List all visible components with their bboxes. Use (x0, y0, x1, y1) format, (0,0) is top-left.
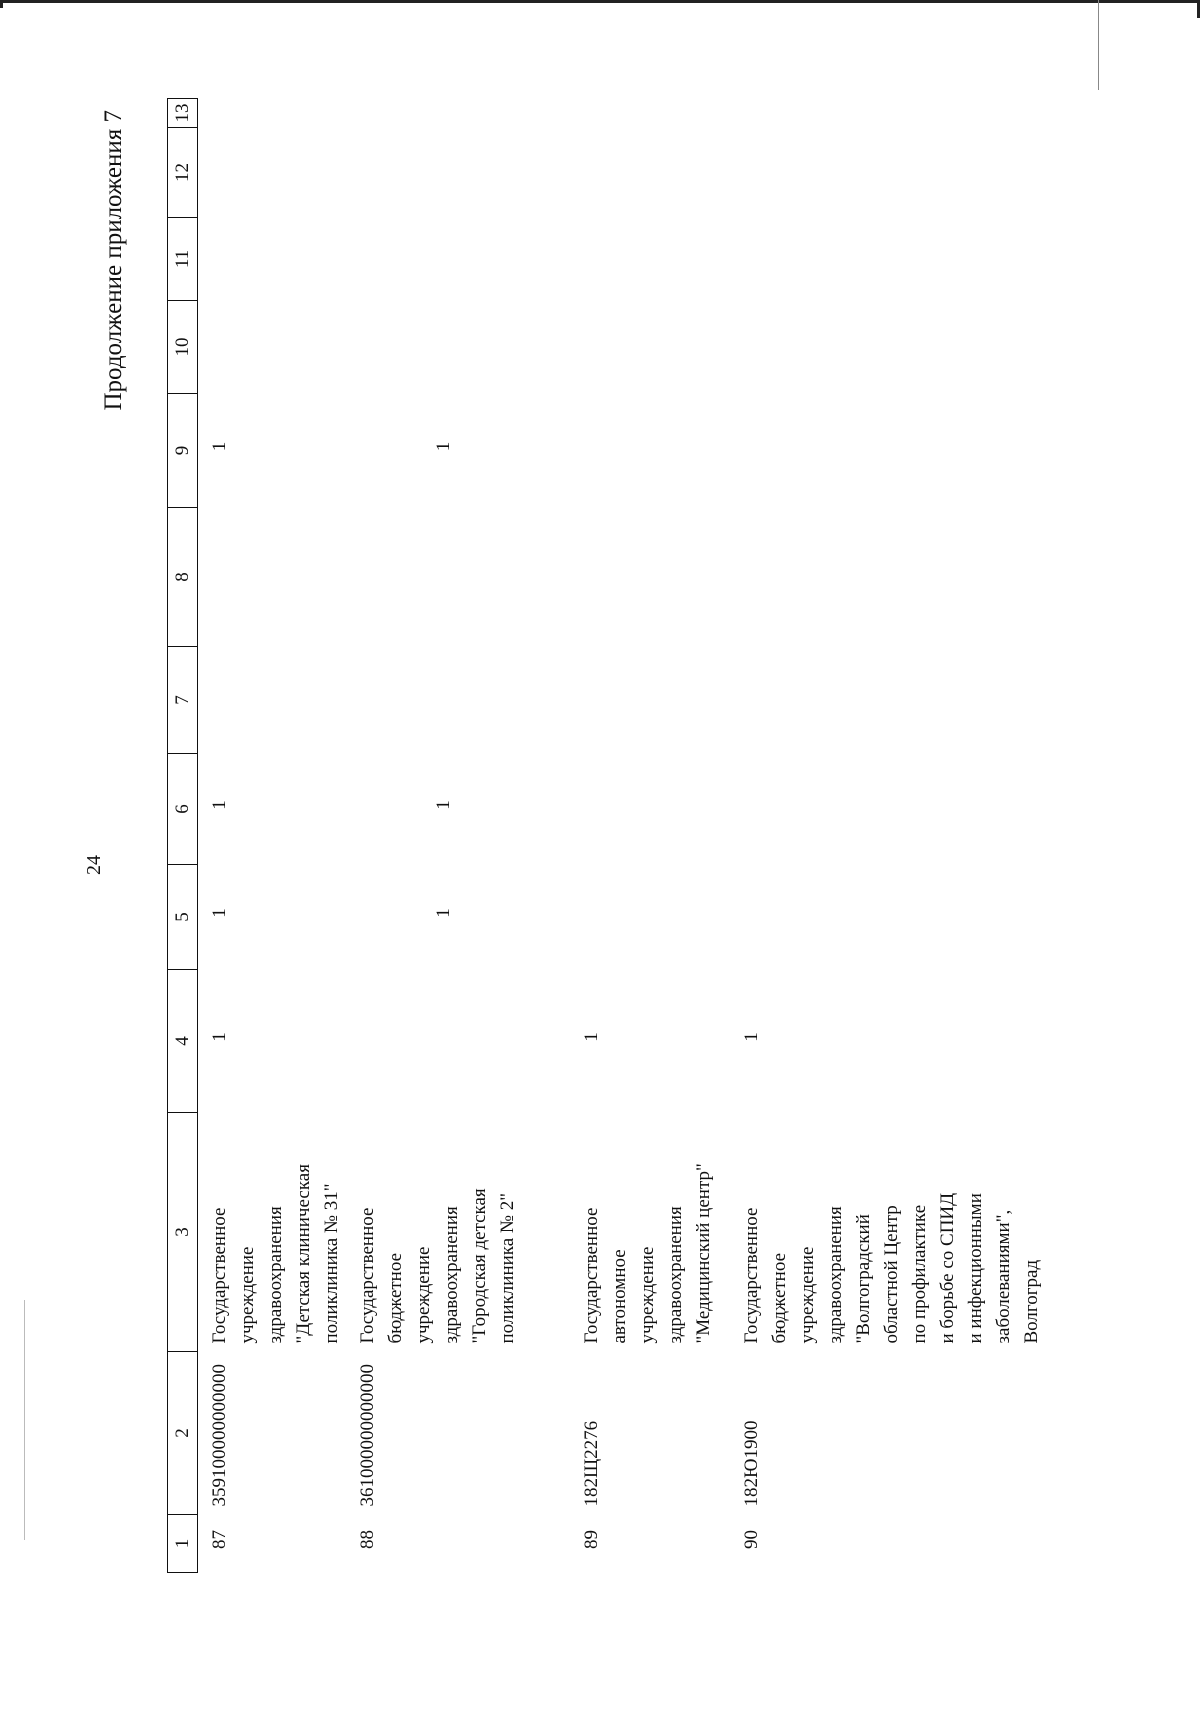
value-cell (730, 754, 1046, 865)
value-cell (570, 301, 730, 394)
value-cell (570, 394, 730, 508)
value-cell (730, 865, 1046, 970)
rotated-document-page (0, 65, 1200, 1715)
value-cell (570, 865, 730, 970)
row-code: 182Щ2276 (581, 1420, 602, 1507)
name-line: Государственное (357, 1207, 378, 1344)
value-cell (730, 394, 1046, 508)
name-line: здравоохранения (665, 1206, 686, 1344)
table-row (570, 99, 730, 1573)
header-cell: 1 (168, 1515, 198, 1573)
value-cell (198, 647, 347, 754)
value-cell (198, 128, 347, 218)
value-cell: 1 (433, 908, 454, 918)
value-cell: 1 (581, 1032, 602, 1042)
row-number: 87 (209, 1530, 230, 1549)
name-line: учреждение (237, 1246, 258, 1344)
name-line: учреждение (637, 1246, 658, 1344)
header-cell: 8 (168, 508, 198, 647)
value-cell (346, 508, 570, 647)
row-number: 90 (741, 1530, 762, 1549)
name-line: Государственное (581, 1207, 602, 1344)
header-cell: 11 (168, 218, 198, 301)
table-row (346, 99, 570, 1573)
header-cell: 6 (168, 754, 198, 865)
name-line: "Детская клиническая (293, 1164, 314, 1344)
value-cell: 1 (209, 800, 230, 810)
name-line: Государственное (741, 1207, 762, 1344)
row-number: 89 (581, 1530, 602, 1549)
name-line: "Городская детская (469, 1188, 490, 1344)
header-cell: 9 (168, 394, 198, 508)
name-line: и борьбе со СПИД (937, 1192, 958, 1344)
row-number: 88 (357, 1530, 378, 1549)
name-line: областной Центр (881, 1205, 902, 1344)
row-code: 182Ю1900 (741, 1420, 762, 1507)
value-cell (198, 301, 347, 394)
value-cell (346, 218, 570, 301)
value-cell (570, 128, 730, 218)
table-row (198, 99, 347, 1573)
header-cell: 12 (168, 128, 198, 218)
value-cell (730, 508, 1046, 647)
page-number: 24 (83, 855, 105, 875)
name-line: по профилактике (909, 1204, 930, 1344)
value-cell (730, 218, 1046, 301)
row-code: 361000000000000 (357, 1364, 378, 1507)
name-line: заболеваниями", (993, 1209, 1014, 1344)
value-cell: 1 (209, 908, 230, 918)
name-line: автономное (609, 1249, 630, 1344)
header-cell: 13 (168, 99, 198, 128)
continuation-title: Продолжение приложения 7 (100, 110, 127, 411)
row-name (346, 1113, 570, 1352)
header-cell: 10 (168, 301, 198, 394)
row-name (570, 1113, 730, 1352)
value-cell (346, 301, 570, 394)
name-line: учреждение (797, 1246, 818, 1344)
value-cell (730, 99, 1046, 128)
name-line: поликлиника № 2" (497, 1192, 518, 1344)
scan-top-edge (0, 0, 1200, 3)
value-cell (570, 508, 730, 647)
value-cell (198, 218, 347, 301)
name-line: бюджетное (769, 1252, 790, 1344)
name-line: поликлиника № 31" (321, 1183, 342, 1344)
value-cell: 1 (209, 1032, 230, 1042)
name-line: бюджетное (385, 1252, 406, 1344)
name-line: "Медицинский центр" (693, 1163, 714, 1344)
value-cell (570, 754, 730, 865)
header-cell: 5 (168, 865, 198, 970)
name-line: здравоохранения (441, 1206, 462, 1344)
value-cell: 1 (433, 441, 454, 452)
name-line: Государственное (209, 1207, 230, 1344)
value-cell (730, 301, 1046, 394)
header-cell: 4 (168, 970, 198, 1113)
value-cell (198, 99, 347, 128)
row-name (730, 1113, 1046, 1352)
value-cell (570, 218, 730, 301)
value-cell (730, 647, 1046, 754)
row-code: 359100000000000 (209, 1364, 230, 1507)
table-row (730, 99, 1046, 1573)
header-cell: 3 (168, 1113, 198, 1352)
name-line: Волгоград (1021, 1259, 1042, 1344)
value-cell (346, 128, 570, 218)
name-line: учреждение (413, 1246, 434, 1344)
name-line: "Волгоградский (853, 1214, 874, 1344)
value-cell (570, 647, 730, 754)
header-cell: 2 (168, 1352, 198, 1515)
value-cell (346, 970, 570, 1113)
scan-left-edge (0, 0, 3, 8)
name-line: здравоохранения (825, 1206, 846, 1344)
value-cell (730, 128, 1046, 218)
register-table (167, 98, 1046, 1573)
value-cell (346, 647, 570, 754)
value-cell: 1 (209, 441, 230, 452)
name-line: и инфекционными (965, 1193, 986, 1344)
value-cell: 1 (433, 800, 454, 810)
table-header-row (168, 99, 198, 1573)
name-line: здравоохранения (265, 1206, 286, 1344)
row-name (198, 1113, 347, 1352)
value-cell (198, 508, 347, 647)
value-cell: 1 (741, 1032, 762, 1042)
value-cell (346, 99, 570, 128)
header-cell: 7 (168, 647, 198, 754)
value-cell (570, 99, 730, 128)
